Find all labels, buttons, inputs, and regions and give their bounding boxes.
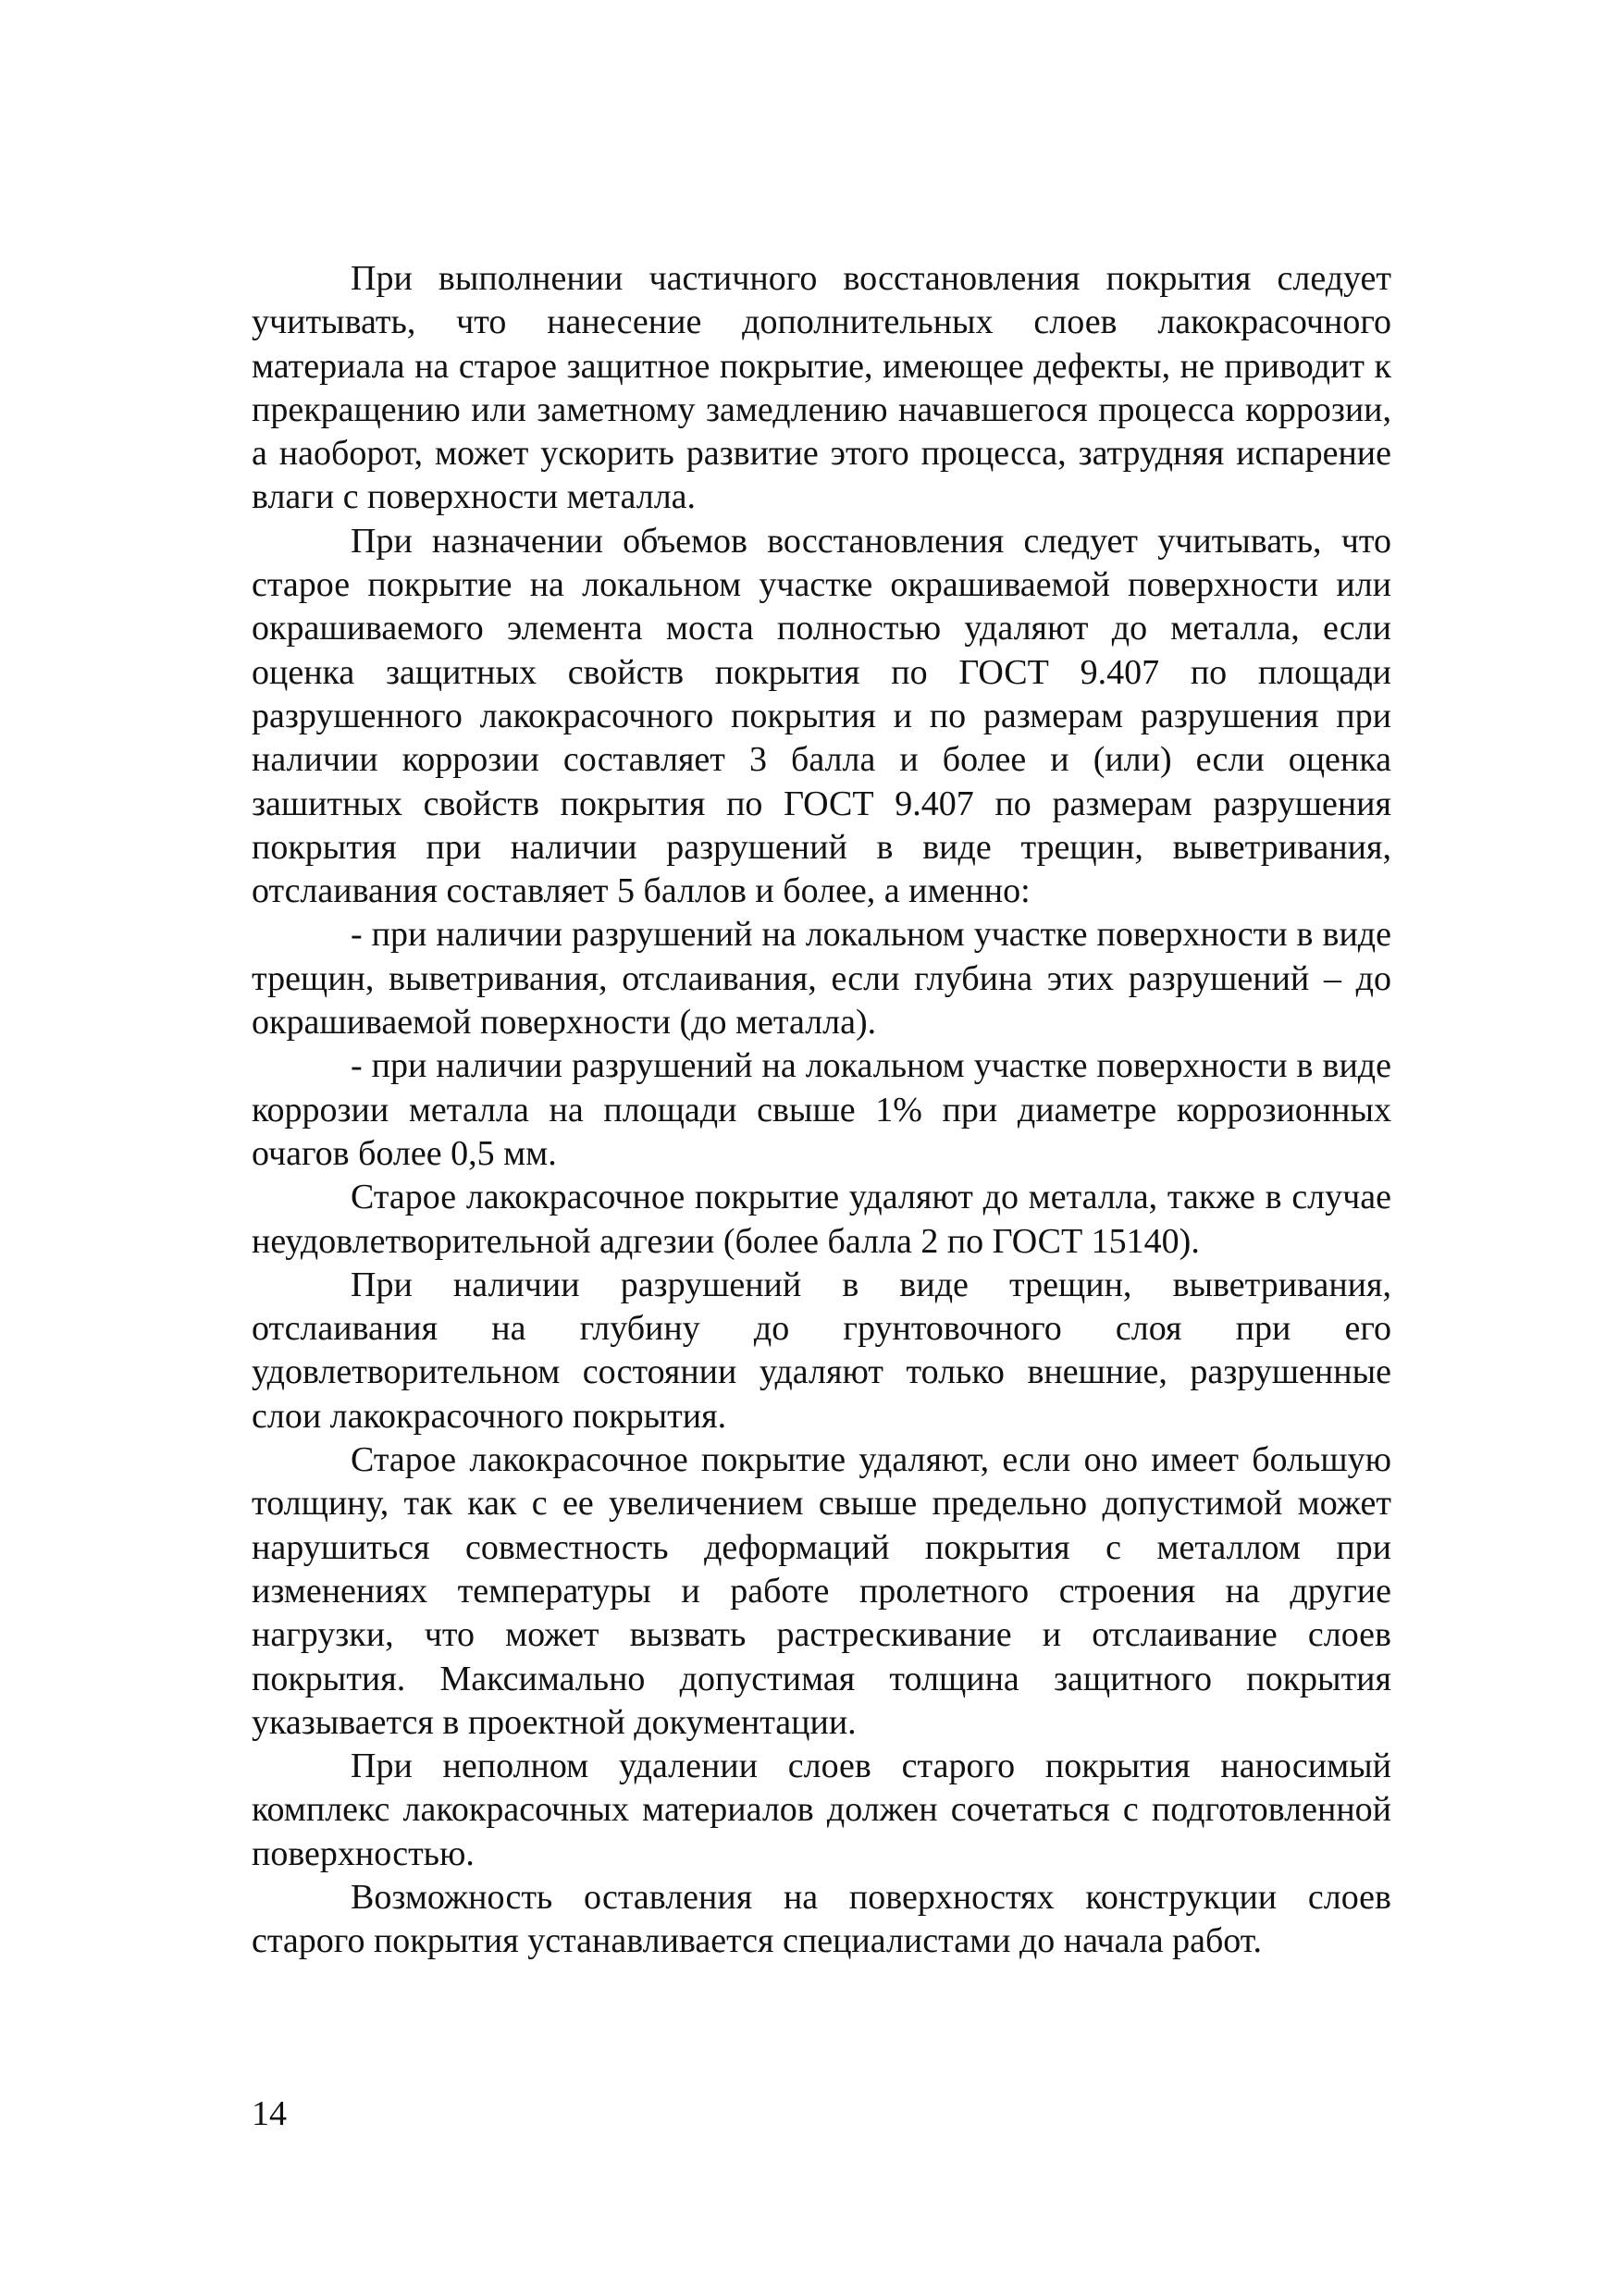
paragraph-leaving-old-layers: Возможность оставления на поверхностях конструкции слоев старого покрытия устанавливается специалистами до начала работ.	[252, 1877, 1391, 1961]
paragraph-partial-restoration: При выполнении частичного восстановления покрытия следует учитывать, что нанесение дополнительных слоев лакокрасочного материала на старое защитное покрытие, имеющее дефекты, не приводит к прекращению или заметному замедлению начавшегося процесса коррозии, а наоборот, может ускорить развитие этого процесса, затрудняя испарение влаги с поверхности металла.	[252, 259, 1391, 517]
page-number: 14	[252, 2094, 287, 2133]
paragraph-partial-removal: При неполном удалении слоев старого покрытия наносимый комплекс лакокрасочных материалов должен сочетаться с подготовленной поверхностью.	[252, 1747, 1391, 1873]
paragraph-excess-thickness: Старое лакокрасочное покрытие удаляют, если оно имеет большую толщину, так как с ее увеличением свыше предельно допустимой может нарушиться совместность деформаций покрытия с металлом при изменениях температуры и работе пролетного строения на другие нагрузки, что может вызвать растрескивание и отслаивание слоев покрытия. Максимально допустимая толщина защитного покрытия указывается в проектной документации.	[252, 1440, 1391, 1742]
paragraph-poor-adhesion: Старое лакокрасочное покрытие удаляют до металла, также в случае неудовлетворительной адгезии (более балла 2 по ГОСТ 15140).	[252, 1178, 1391, 1261]
paragraph-restoration-volume: При назначении объемов восстановления следует учитывать, что старое покрытие на локальном участке окрашиваемой поверхности или окрашиваемого элемента моста полностью удаляют до металла, если оценка защитных свойств покрытия по ГОСТ 9.407 по площади разрушенного лакокрасочного покрытия и по размерам разрушения при наличии коррозии составляет 3 балла и более и (или) если оценка зашитных свойств покрытия по ГОСТ 9.407 по размерам разрушения покрытия при наличии разрушений в виде трещин, выветривания, отслаивания составляет 5 баллов и более, а именно:	[252, 521, 1391, 911]
list-item-metal-corrosion: - при наличии разрушений на локальном участке поверхности в виде коррозии металла на площади свыше 1% при диаметре коррозионных очагов более 0,5 мм.	[252, 1046, 1391, 1173]
list-item-cracks-weathering: - при наличии разрушений на локальном участке поверхности в виде трещин, выветривания, отслаивания, если глубина этих разрушений – до окрашиваемой поверхности (до металла).	[252, 915, 1391, 1043]
paragraph-primer-layer: При наличии разрушений в виде трещин, выветривания, отслаивания на глубину до грунтовочного слоя при его удовлетворительном состоянии удаляют только внешние, разрушенные слои лакокрасочного покрытия.	[252, 1265, 1391, 1436]
body-text	[252, 257, 1391, 1964]
